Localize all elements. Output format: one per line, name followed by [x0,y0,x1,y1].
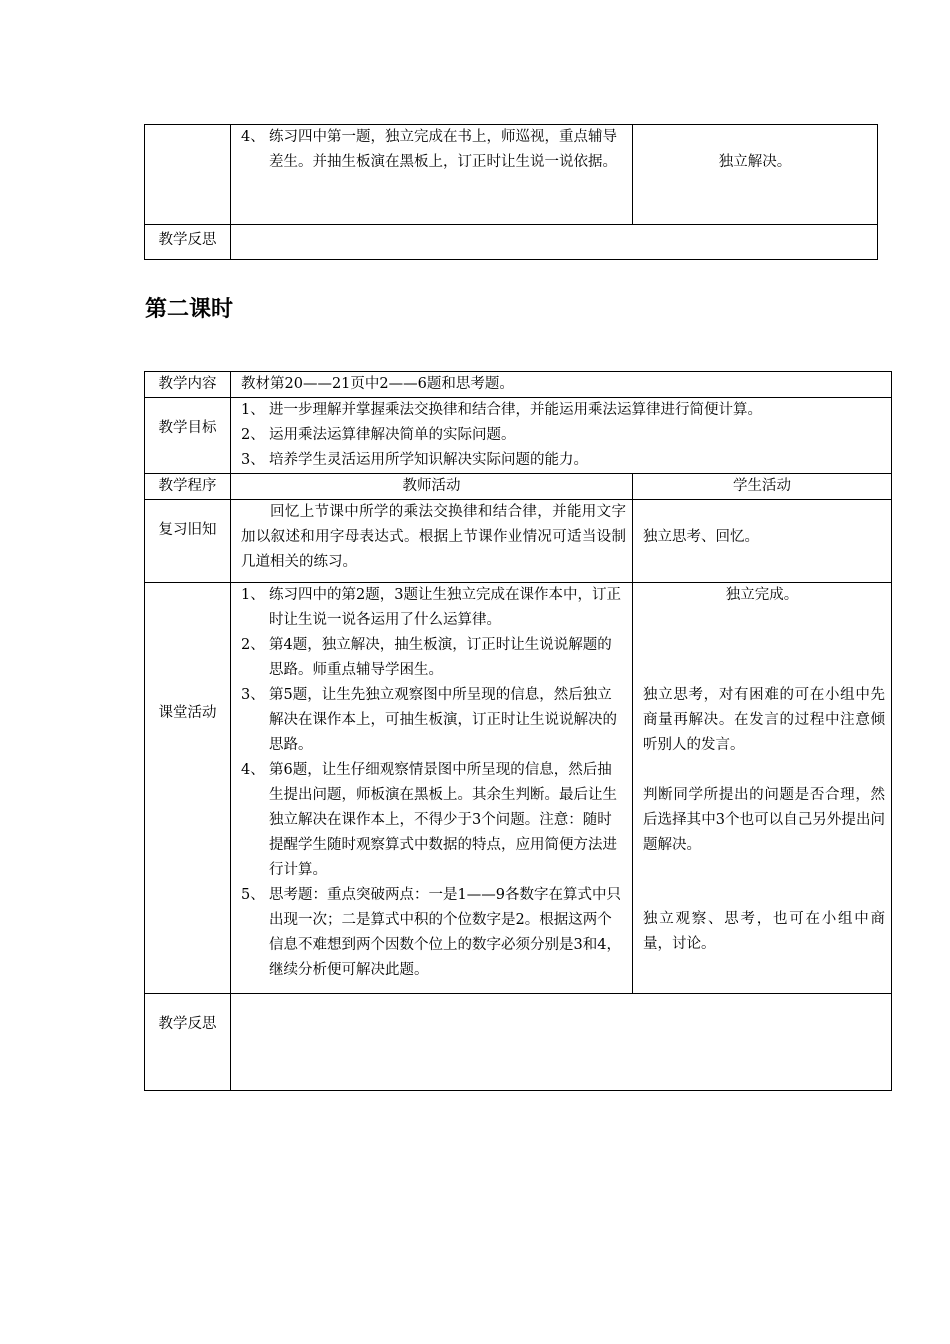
goal-label: 教学目标 [145,398,231,474]
top-empty-label-cell [145,125,231,225]
list-item: 2、 第4题，独立解决，抽生板演，订正时让生说说解题的思路。师重点辅导学困生。 [241,637,612,678]
review-label: 复习旧知 [145,500,231,583]
top-reflection-cell [231,225,878,260]
teacher-header: 教师活动 [231,474,633,500]
top-teacher-cell [231,125,633,225]
procedure-label: 教学程序 [145,474,231,500]
top-table [144,124,878,260]
content-cell: 教材第20——21页中2——6题和思考题。 [231,372,892,398]
list-item: 4、 第6题，让生仔细观察情景图中所呈现的信息，然后抽生提出问题，师板演在黑板上。其余生判断。最后让生独立解决在课作本上，不得少于3个问题。注意：随时提醒学生随时观察算式中数据的特点，应用简便方法进行计算。 [241,762,617,878]
list-item: 5、 思考题：重点突破两点：一是1——9各数字在算式中只出现一次；二是算式中积的个位数字是2。根据这两个信息不难想到两个因数个位上的数字必须分别是3和4，继续分析便可解决此题。 [241,887,621,978]
lesson-table [144,371,892,1091]
top-reflection-label: 教学反思 [145,225,231,260]
student-note: 独立思考，对有困难的可在小组中先商量再解决。在发言的过程中注意倾听别人的发言。 [643,687,886,753]
reflection-label: 教学反思 [145,994,231,1091]
section-title: 第二课时 [145,297,234,322]
reflection-cell [231,994,892,1091]
top-student-cell: 独立解决。 [633,125,878,225]
student-note: 判断同学所提出的问题是否合理，然后选择其中3个也可以自己另外提出问题解决。 [643,787,886,853]
list-item: 3、 第5题，让生先独立观察图中所呈现的信息，然后独立解决在课作本上，可抽生板演，订正时让生说说解决的思路。 [241,687,617,753]
list-item: 1、 练习四中的第2题，3题让生独立完成在课作本中，订正时让生说一说各运用了什么运算律。 [241,587,621,628]
goal-cell [231,398,892,474]
review-teacher-cell: 回忆上节课中所学的乘法交换律和结合律，并能用文字加以叙述和用字母表达式。根据上节课作业情况可适当设制几道相关的练习。 [231,500,633,583]
review-student-cell: 独立思考、回忆。 [633,500,892,583]
class-teacher-cell [231,583,633,994]
student-header: 学生活动 [633,474,892,500]
class-label: 课堂活动 [145,583,231,994]
list-item: 1、 进一步理解并掌握乘法交换律和结合律，并能运用乘法运算律进行简便计算。 [241,402,762,418]
content-label: 教学内容 [145,372,231,398]
list-item: 4、 练习四中第一题，独立完成在书上，师巡视，重点辅导差生。并抽生板演在黑板上，订正时让生说一说依据。 [241,129,617,170]
list-item: 3、 培养学生灵活运用所学知识解决实际问题的能力。 [241,452,588,468]
student-note: 独立观察、思考，也可在小组中商量，讨论。 [643,911,886,952]
student-note: 独立完成。 [725,587,799,603]
class-student-cell [633,583,892,994]
list-item: 2、 运用乘法运算律解决简单的实际问题。 [241,427,516,443]
